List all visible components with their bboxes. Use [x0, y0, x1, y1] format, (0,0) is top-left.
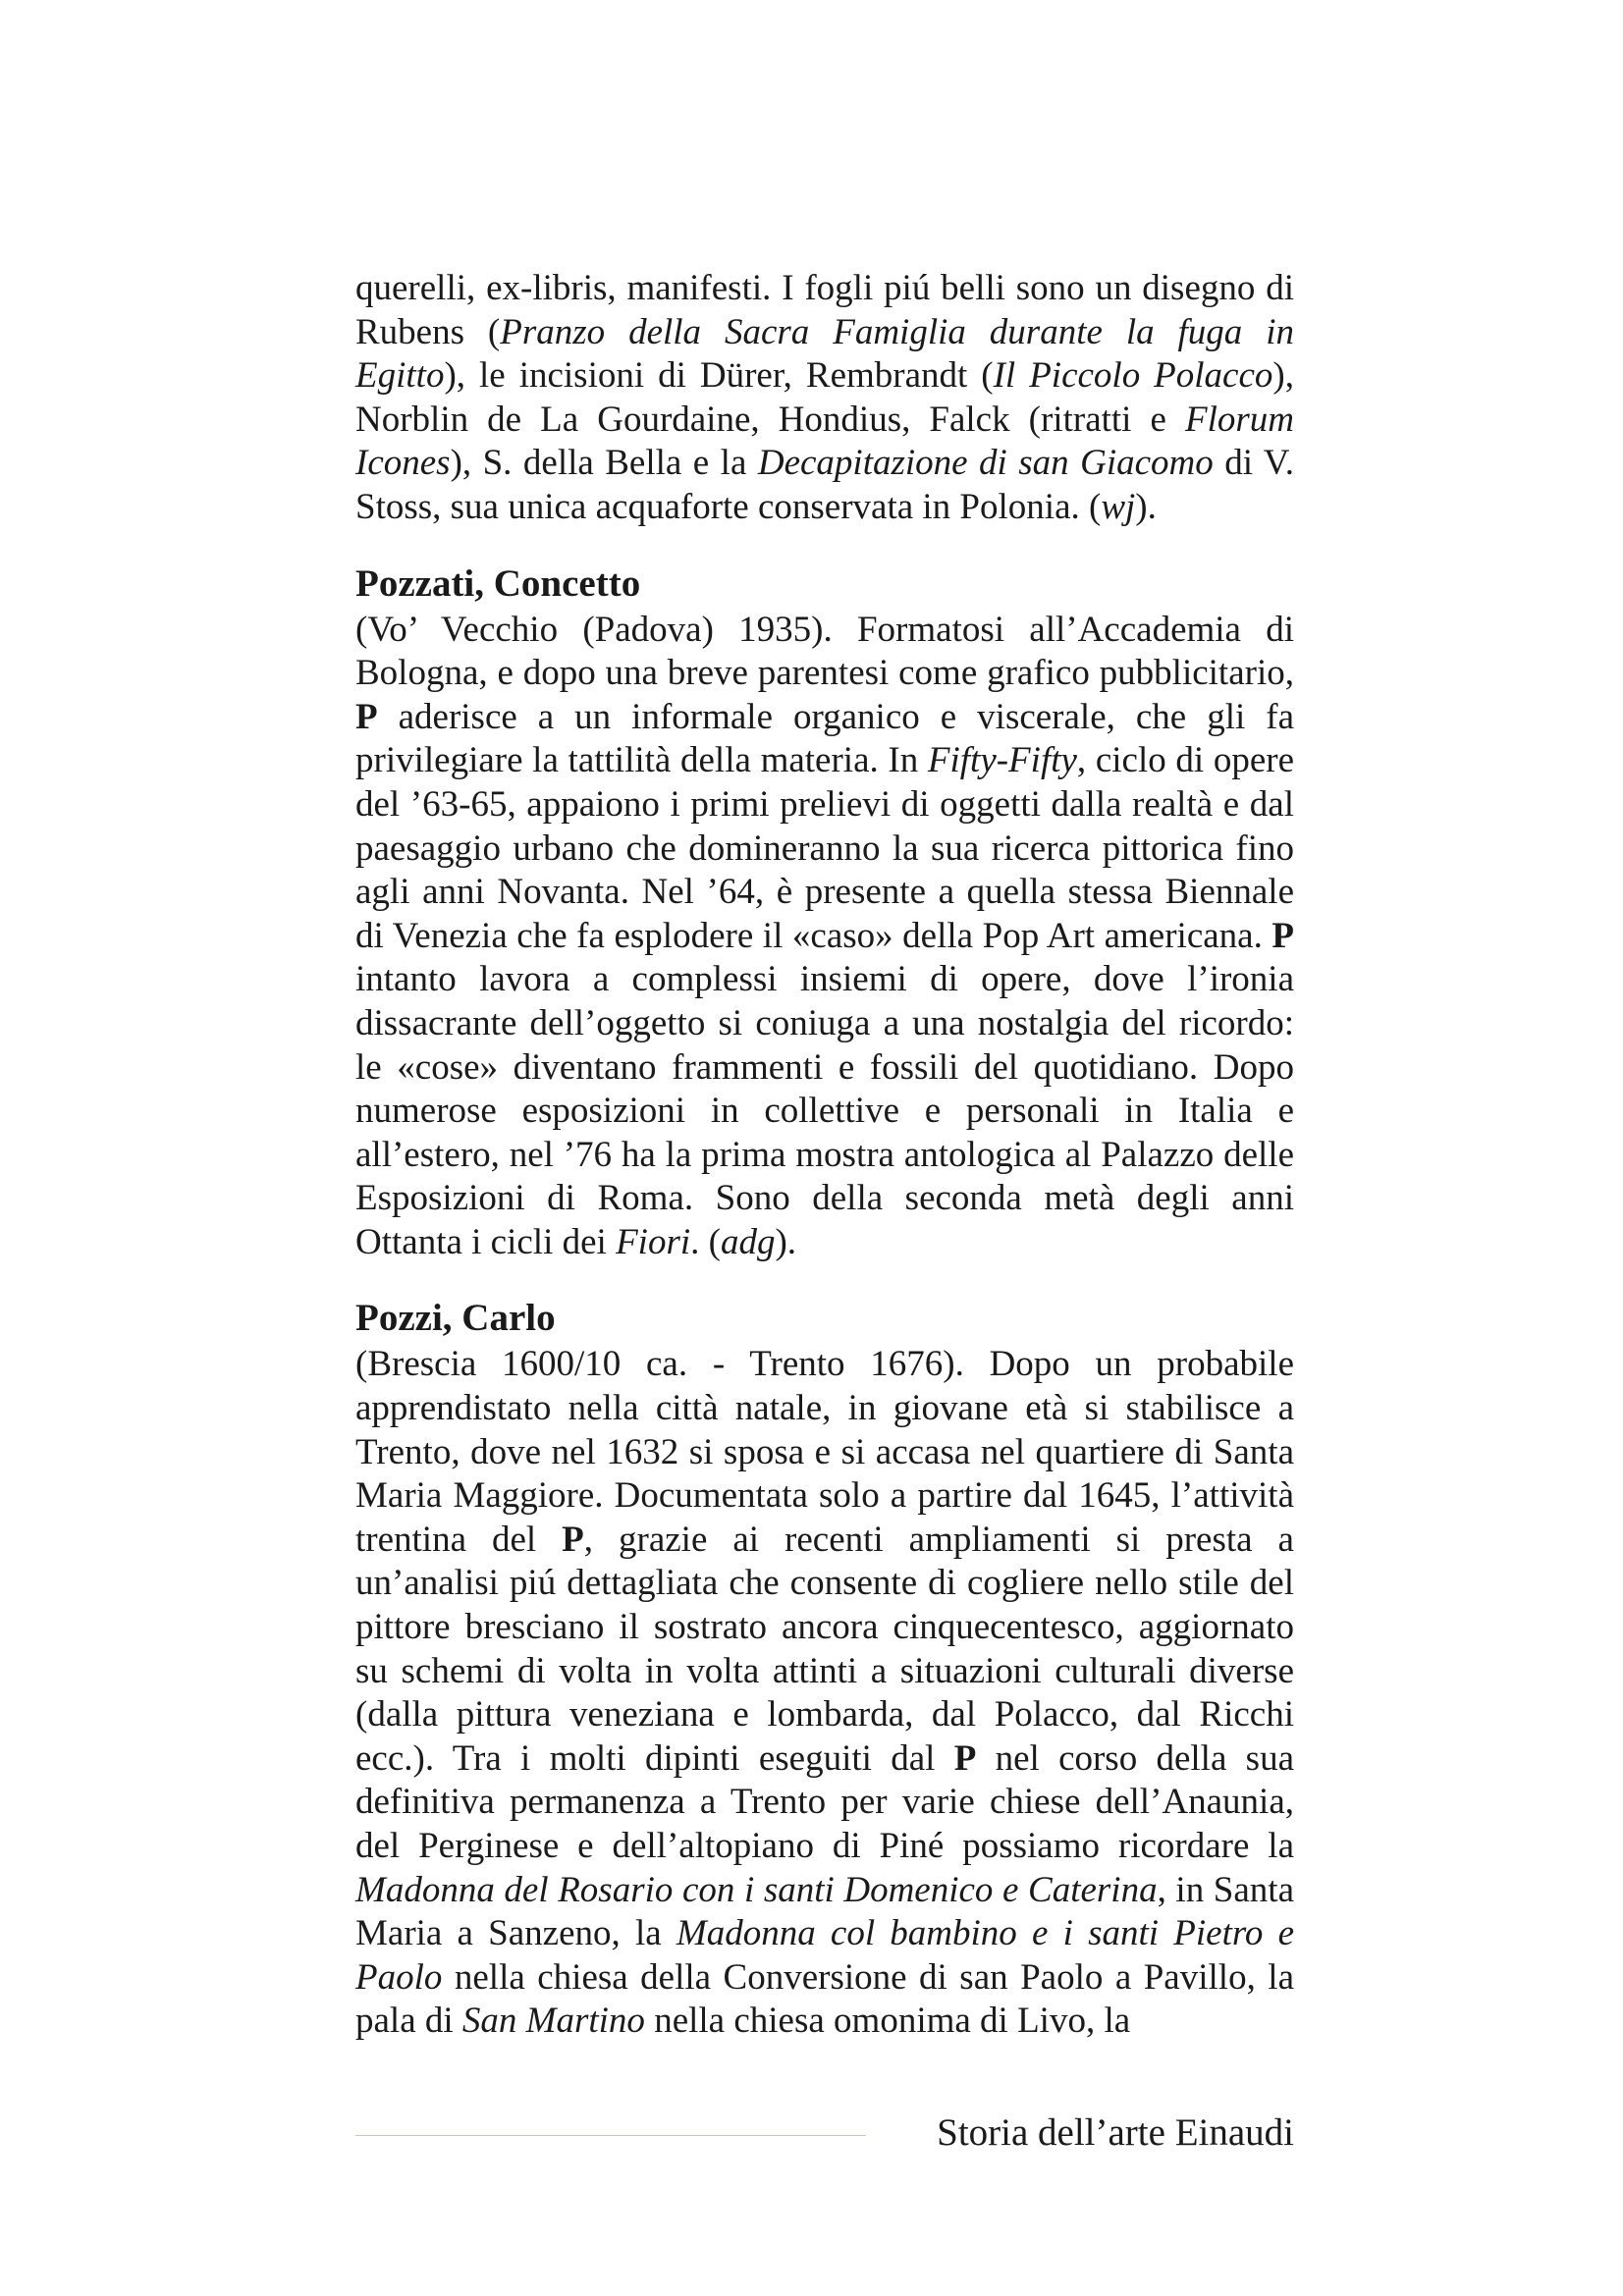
- entry-title: Pozzati, Concetto: [355, 561, 641, 605]
- bold-initial: P: [355, 696, 378, 737]
- text-run: ), S. della Bella e la: [450, 443, 758, 484]
- entry-pozzi: [355, 1294, 1294, 2044]
- text-run: ).: [1135, 486, 1157, 527]
- bold-initial: P: [562, 1519, 584, 1560]
- text-run: nella chiesa della Conversione di san Paolo a Pavillo, la pala di: [355, 1956, 1294, 2042]
- bold-initial: P: [953, 1737, 977, 1779]
- entry-title: Pozzi, Carlo: [355, 1297, 556, 1340]
- text-run: (Brescia 1600/10 ca. - Trento 1676). Dopo un probabile apprendistato nella città natale, in giovane età si stabilisce a Trento, dove nel 1632 si sposa e si accasa nel quartiere di Santa Maria Maggiore. Documentata solo a partire dal 1645, l’attività trentina del: [355, 1344, 1294, 1560]
- text-run: , ciclo di opere del ’63-65, appaiono i primi prelievi di oggetti dalla realtà e dal paesaggio urbano che domineranno la sua ricerca pittorica fino agli anni Novanta. Nel ’64, è presente a quella stessa Biennale di Venezia che fa esplodere il «caso» della Pop Art americana.: [355, 740, 1294, 956]
- text-run: ), le incisioni di Dürer, Rembrandt (: [444, 355, 994, 397]
- italic-text: adg: [720, 1221, 776, 1262]
- text-run: , grazie ai recenti ampliamenti si presta a un’analisi piú dettagliata che consente di cogliere nello stile del pittore bresciano il sostrato ancora cinquecentesco, aggiornato su schemi di volta in volta attinti a situazioni culturali diverse (dalla pittura veneziana e lombarda, dal Polacco, dal Ricchi ecc.). Tra i molti dipinti eseguiti dal: [355, 1519, 1294, 1779]
- italic-text: Pranzo della Sacra Famiglia durante la fuga in Egitto: [355, 311, 1294, 397]
- text-run: di V. Stoss, sua unica acquaforte conservata in Polonia. (: [355, 443, 1295, 527]
- entry-pozzati: [355, 560, 1294, 1265]
- page-footer: [355, 2104, 1294, 2163]
- italic-text: Madonna col bambino e i santi Pietro e Paolo: [355, 1913, 1294, 1998]
- entry-body: [355, 1343, 1294, 2044]
- italic-text: Madonna del Rosario con i santi Domenico e Caterina: [355, 1869, 1158, 1910]
- italic-text: Decapitazione di san Giacomo: [757, 443, 1214, 484]
- intro-paragraph: [355, 267, 1294, 530]
- text-run: , in Santa Maria a Sanzeno, la: [355, 1869, 1294, 1954]
- text-run: nel corso della sua definitiva permanenza a Trento per varie chiese dell’Anaunia, del Perginese e dell’altopiano di Piné possiamo ricordare la: [355, 1737, 1294, 1866]
- italic-text: Il Piccolo Polacco: [993, 355, 1273, 397]
- footer-rule: [355, 2135, 866, 2136]
- italic-text: Fiori: [616, 1221, 691, 1262]
- text-run: . (: [690, 1221, 721, 1262]
- italic-text: Florum Icones: [355, 399, 1294, 484]
- text-run: querelli, ex-libris, manifesti. I fogli piú belli sono un disegno di Rubens (: [355, 268, 1294, 352]
- text-run: intanto lavora a complessi insiemi di opere, dove l’ironia dissacrante dell’oggetto si coniuga a una nostalgia del ricordo: le «cose» diventano frammenti e fossili del quotidiano. Dopo numerose esposizioni in collettive e personali in Italia e all’estero, nel ’76 ha la prima mostra antologica al Palazzo delle Esposizioni di Roma. Sono della seconda metà degli anni Ottanta i cicli dei: [355, 959, 1294, 1262]
- entry-body: [355, 609, 1294, 1265]
- footer-title: Storia dell’arte Einaudi: [937, 2111, 1294, 2154]
- italic-text: wj: [1101, 486, 1136, 527]
- text-run: ), Norblin de La Gourdaine, Hondius, Falck (ritratti e: [355, 355, 1294, 440]
- bold-initial: P: [1271, 915, 1294, 956]
- text-run: ).: [775, 1221, 797, 1262]
- text-run: (Vo’ Vecchio (Padova) 1935). Formatosi all’Accademia di Bologna, e dopo una breve parentesi come grafico pubblicitario,: [355, 609, 1294, 694]
- text-run: aderisce a un informale organico e viscerale, che gli fa privilegiare la tattilità della materia. In: [355, 696, 1294, 781]
- text-column: [355, 267, 1294, 2044]
- italic-text: San Martino: [461, 2001, 645, 2042]
- text-run: nella chiesa omonima di Livo, la: [644, 2001, 1131, 2042]
- italic-text: Fifty-Fifty: [927, 740, 1077, 781]
